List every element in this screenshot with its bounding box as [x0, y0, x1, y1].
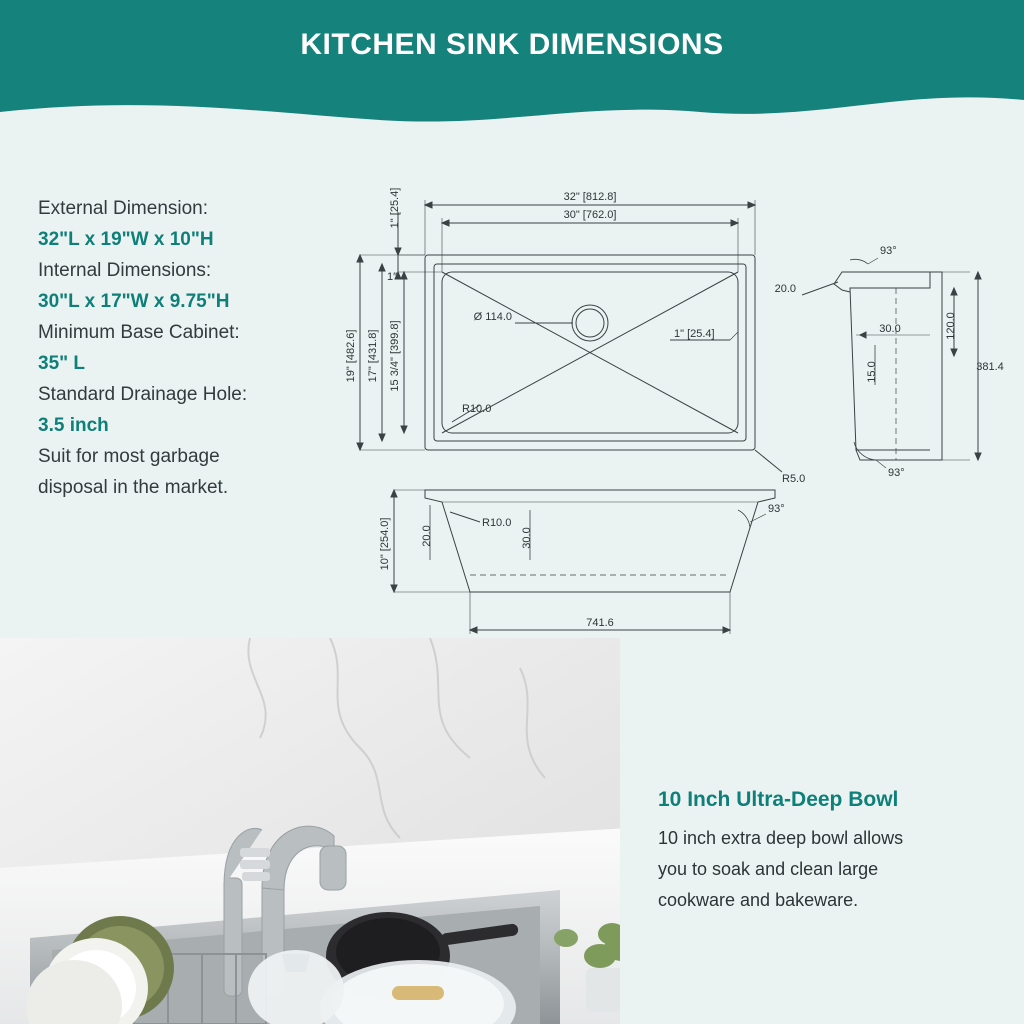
dim-flange: 20.0 — [774, 283, 796, 295]
dim-left-inner: 17" [431.8] — [367, 329, 379, 383]
spec-value-cabinet: 35" L — [38, 353, 86, 374]
spec-value-internal: 30"L x 17"W x 9.75"H — [38, 291, 230, 312]
dim-side-angle-top: 93° — [880, 245, 897, 257]
dim-corner-radius: R10.0 — [462, 403, 492, 415]
specs-list — [38, 193, 338, 503]
spec-label-drain: Standard Drainage Hole: — [38, 384, 248, 405]
feature-title: 10 Inch Ultra-Deep Bowl — [658, 788, 899, 811]
dim-one-inch: 1″ — [386, 271, 398, 283]
technical-drawing — [330, 160, 1020, 650]
photo-band — [0, 638, 1024, 1024]
dim-front-30: 30.0 — [521, 527, 533, 549]
page-title: KITCHEN SINK DIMENSIONS — [300, 28, 724, 61]
header-wave-shape — [0, 0, 1024, 130]
dim-lip: 30.0 — [879, 323, 901, 335]
feature-body-line1: 10 inch extra deep bowl allows — [658, 828, 904, 848]
spec-note-line2: disposal in the market. — [38, 477, 229, 498]
dim-drain-diameter: Ø 114.0 — [473, 311, 512, 323]
dim-inner-height: 120.0 — [945, 312, 957, 340]
feature-body-line2: you to soak and clean large — [658, 859, 879, 879]
feature-body-line3: cookware and bakeware. — [658, 890, 859, 910]
spec-value-drain: 3.5 inch — [38, 415, 109, 436]
dim-lip2: 15.0 — [866, 361, 878, 383]
spec-note-line1: Suit for most garbage — [38, 446, 220, 467]
feature-panel — [620, 638, 1024, 1024]
dim-right-inner: 1" [25.4] — [674, 328, 715, 340]
dim-front-angle: 93° — [768, 503, 785, 515]
header-banner — [0, 0, 1024, 130]
dim-left-inner2: 15 3/4" [399.8] — [389, 320, 401, 392]
spec-value-external: 32"L x 19"W x 10"H — [38, 229, 214, 250]
dim-depth: 10" [254.0] — [379, 517, 391, 571]
dim-front-20: 20.0 — [421, 525, 433, 547]
feature-body — [658, 823, 1013, 916]
dim-inner-length: 30" [762.0] — [563, 209, 617, 221]
dim-left-overall: 19" [482.6] — [345, 329, 357, 383]
spec-label-internal: Internal Dimensions: — [38, 260, 212, 281]
dim-height-right: 381.4 — [976, 361, 1004, 373]
spec-label-cabinet: Minimum Base Cabinet: — [38, 322, 240, 343]
dim-side-angle-bottom: 93° — [888, 467, 905, 479]
dim-bottom-width: 741.6 — [586, 617, 614, 629]
dim-front-radius: R10.0 — [482, 517, 512, 529]
dim-top-small: 1" [25.4] — [389, 187, 401, 229]
dim-overall-length: 32" [812.8] — [563, 191, 617, 203]
spec-label-external: External Dimension: — [38, 198, 209, 219]
dim-corner-radius-small: R5.0 — [782, 473, 806, 485]
sink-photo — [0, 638, 660, 1024]
